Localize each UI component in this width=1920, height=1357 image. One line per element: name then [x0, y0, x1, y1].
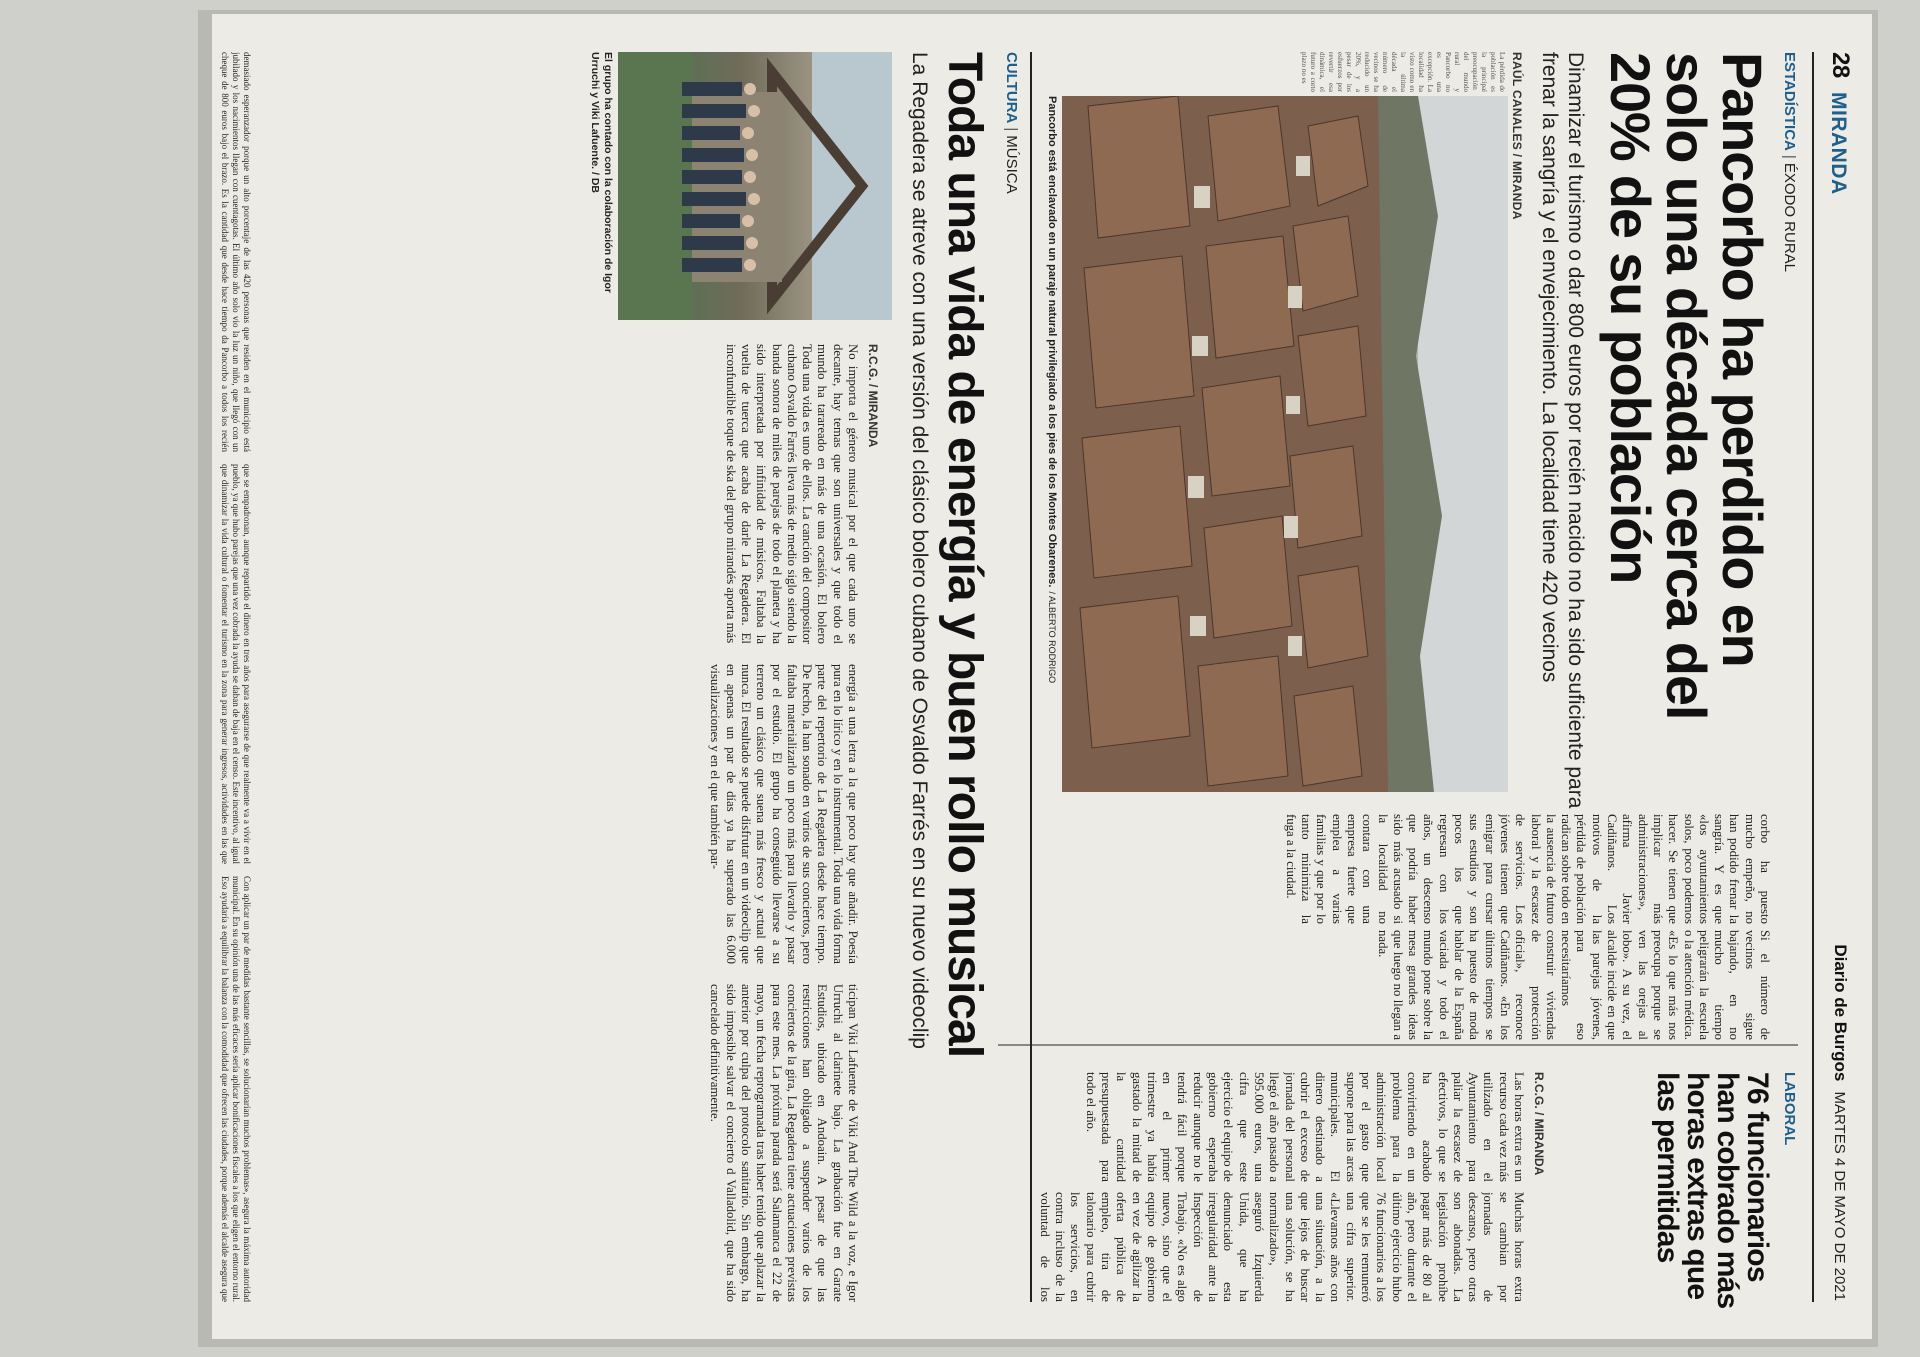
main-photo-caption: [1046, 96, 1058, 796]
main-photo-credit: / ALBERTO RODRIGO: [1047, 591, 1057, 684]
main-kicker: ESTADÍSTICA|ÉXODO RURAL: [1781, 52, 1798, 273]
band-group-photo: [618, 52, 892, 320]
band-group-illustration: [618, 52, 892, 320]
culture-subhead: La Regadera se atreve con una versión del clásico bolero cubano de Osvaldo Farrés en su nuevo videoclip: [908, 52, 931, 1049]
group-photo-caption-text: El grupo ha contado con la colaboración de Igor Urruchi y Viki Lafuente.: [589, 52, 614, 293]
side-kicker: LABORAL: [1781, 1072, 1798, 1146]
culture-column-1: No importa el género musical por el que cada uno se decante, hay temas que son universales y que todo el mundo ha tarareado en más de una ocasión. El bolero Toda una vida es uno de ellos. La canción del compositor cubano Osvaldo Farrés lleva más de medio siglo siendo la banda sonora de miles de parejas de todo el planeta y ha sido interpretada por infinidad de músicos. Faltaba la vuelta de tuerca que acaba de darle La Regadera. El inconfundible toque de ska del grupo mirandés aporta más: [723, 344, 860, 644]
side-column-1: Las horas extra es un recurso cada vez más utilizado en el Ayuntamiento para paliar la escasez de efectivos, lo que se ha acabado convirtiendo en un problema para la administración local por el gasto que supone para las arcas municipales. El dinero destinado a cubrir el exceso de jornada del personal llegó el año pasado a 595.000 euros, una cifra que este ejercicio el equipo de gobierno esperaba reducir aunque no le tendrá fácil porque en el primer trimestre ya había gastado la mitad de la cantidad presupuestada para todo el año.: [1083, 1072, 1526, 1182]
culture-column-2: energía a una letra a la que poco hay que añadir. Poesía pura en lo lírico y en lo instrumental. Toda una vida forma parte del repertorio de La Regadera desde hace tiempo. De hecho, la han sonado en varios de sus conciertos, pero faltaba materializarlo un poco más para llevarlo y pasar por el estudio. El grupo ha conseguido llevarse a su terreno un clásico que suena más fresco y actual que nunca. El resultado se puede disfrutar en un videoclip que en apenas un par de días ya ha superado las 6.000 visualizaciones y en el que también par-: [708, 664, 860, 964]
main-subhead: Dinamizar el turismo o dar 800 euros por recién nacido no ha sido suficiente para frenar la sangría y el envejecimiento. La localidad tiene 420 vecinos: [1538, 52, 1587, 809]
culture-column-3: ticipan Viki Lafuente de Viki And The Wild a la voz, e Igor Urruchi al clarinete bajo. La grabación fue en Garate Estudios, ubicado en Andoain. A pesar de que las restricciones han obligado a suspender varios de los conciertos de la gira, La Regadera tiene actuaciones previstas para este mes. La próxima parada será Salamanca el 22 de mayo, un fecha reprogramada tras haber tenido que aplazar la anterior por culpa del protocolo sanitario. Sin embargo, ha sido imposible salvar el concierto d Valladolid, que ha sido cancelado definitivamente.: [708, 984, 860, 1302]
rotated-page-content: [212, 14, 1872, 1339]
main-column-3: que se empadronan, aunque repartido el dinero en tres años para asegurarse de que realmente va a vivir en el pueblo, ya que hubo parejas que una vez cobrada la ayuda se daban de baja en el censo. Este incentivo, al igual que dinamizar la vida cultural o fomentar el turismo en la zona para generar ingresos, actividades en las que: [220, 464, 252, 864]
culture-headline: Toda una vida de energía y buen rollo musical: [938, 52, 991, 1058]
main-column-4: corbo ha puesto mucho empeño, no han podido frenar la sangría. Y es que «los ayuntamientos solos, poco podemos hacer. Se tienen que implicar más administraciones», afirma Javier Cadiñanos. Los motivos de la pérdida de población radican sobre todo en la ausencia de futuro laboral y la escasez de servicios. Los jóvenes tienen que emigrar para cursar sus estudios y son pocos los que regresan con los años, un descenso que podría haber sido más acusado si la localidad no contara con una empresa fuerte que emplea a varias familias y que por lo tanto minimiza la fuga a la ciudad.: [1283, 814, 1772, 924]
culture-kicker-topic: MÚSICA: [1003, 135, 1020, 194]
culture-rule: [1030, 52, 1032, 1302]
main-column-6: Con aplicar un par de medidas bastante sencillas, se solucionarían muchos problemas», asegura la máxima autoridad municipal. En su opinión una de las más eficaces sería aplicar bonificaciones fiscales a los que eligen el entorno rural. Eso ayudaría a equilibrar la balanza con la comodidad que ofrecen las ciudades, porque además el alcalde asegura que: [220, 876, 252, 1302]
page-number: 28: [1827, 52, 1854, 78]
main-headline: Pancorbo ha perdido en solo una década cerca del 20% de su población: [1599, 52, 1774, 720]
culture-kicker-section: CULTURA: [1003, 52, 1020, 124]
main-photo-caption-text: Pancorbo está enclavado en un paraje natural privilegiado a los pies de los Montes Obarenes.: [1046, 96, 1058, 588]
main-byline: RAÚL CANALES / MIRANDA: [1510, 52, 1524, 220]
main-column-5: Si el número de vecinos sigue bajando, en no mucho tiempo peligrarán la escuela o la atención médica. «Es lo que más nos preocupa porque se ven las orejas al lobo». A su vez, el alcalde incide en que las parejas jóvenes, para eso necesitaríamos construir viviendas de protección oficial», reconoce Cadiñanos. «En los últimos tiempos se ha puesto de moda hablar de la España vaciada y todo el mundo pone sobre la mesa grandes ideas que luego no llegan a nada.: [1375, 930, 1772, 1040]
newspaper-name: Diario de Burgos: [1831, 944, 1850, 1082]
page-masthead: [1830, 944, 1850, 1301]
group-photo-caption: [588, 52, 614, 324]
page-section: MIRANDA: [1827, 92, 1850, 195]
main-column-2: demasiado esperanzador porque un alto porcentaje de las 420 personas que residen en el municipio está jubilado y los nacimientos llegan con cuentagotas. El último año solo vio la luz un niño, que llegó con un cheque de 800 euros bajo el brazo. Es la cantidad que desde hace tiempo da Pancorbo a todos los recién: [220, 52, 252, 452]
pancorbo-rooftops-illustration: [1062, 96, 1508, 792]
main-kicker-section: ESTADÍSTICA: [1781, 52, 1798, 151]
culture-byline: R.C.G. / MIRANDA: [866, 344, 880, 448]
header-rule: [1812, 52, 1814, 1302]
page-date: MARTES 4 DE MAYO DE 2021: [1831, 1091, 1848, 1301]
newspaper-page: [212, 14, 1872, 1339]
side-column-2: Muchas horas extra se cambian por jornadas de descanso, pero otras son abonadas. La legislación prohíbe pagar más de 80 al año, pero durante el último ejercicio hubo 76 funcionarios a los que se les remuneró una cifra superior. «Llevamos años con una situación, a la que lejos de buscar una solución, se ha normalizado», aseguró Izquierda Unida, que ha denunciado esta irregularidad ante la Inspección de Trabajo. «No es algo nuevo, sino que el equipo de gobierno en vez de agilizar la oferta pública de empleo, tira de talonario para cubrir los servicios, en contra incluso de la voluntad de los: [1037, 1192, 1526, 1302]
pancorbo-photo: [1062, 96, 1508, 792]
side-headline: 76 funcionarios han cobrado más horas extras que las permitidas: [1651, 1072, 1774, 1309]
culture-kicker: CULTURA|MÚSICA: [1003, 52, 1020, 194]
group-photo-credit: / DB: [589, 172, 601, 194]
main-column-1: La pérdida de población es la principal preocupación del mundo rural y Pancorbo no es una excepción. La localidad ha visto como en la última década el número de vecinos se ha reducido un 20%, y a pesar de los esfuerzos por revertir esa dinámica, el futuro a corto plazo no es: [1300, 52, 1506, 92]
side-story-rule: [998, 1044, 1798, 1046]
side-byline: R.C.G. / MIRANDA: [1532, 1072, 1546, 1176]
main-kicker-topic: ÉXODO RURAL: [1781, 162, 1798, 273]
